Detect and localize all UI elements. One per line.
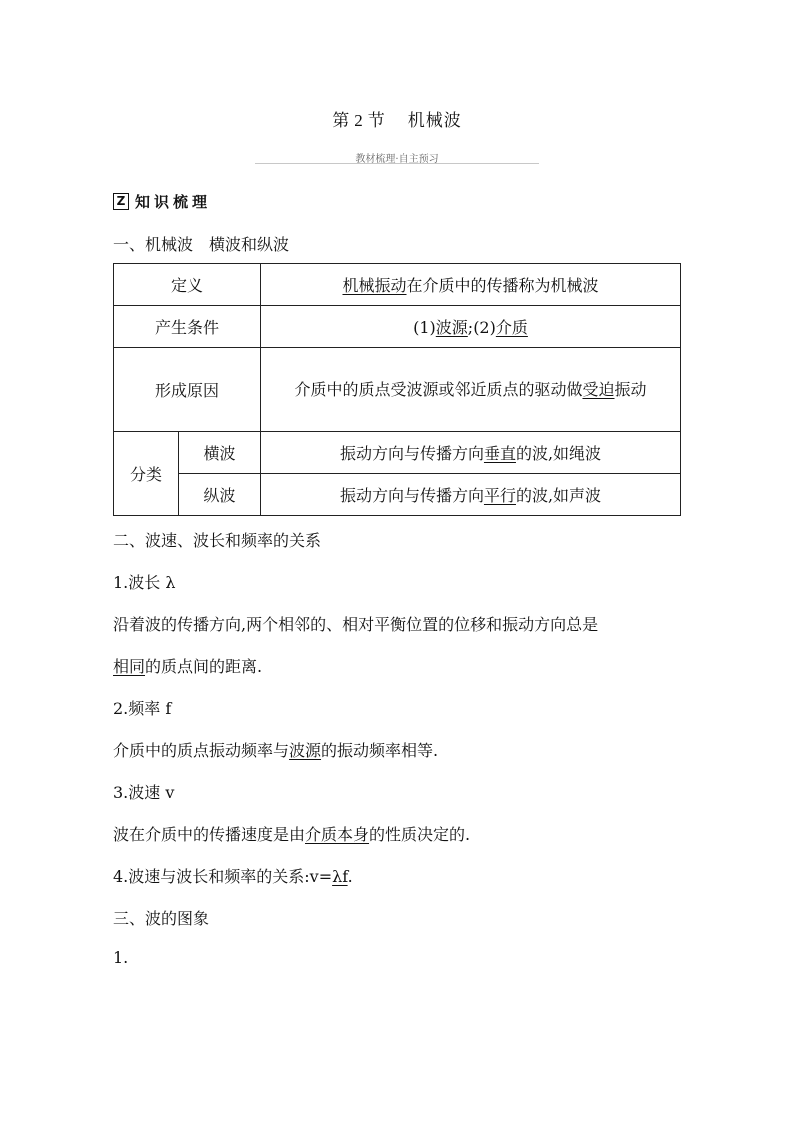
cause-cell: 介质中的质点受波源或邻近质点的驱动做受迫振动 bbox=[261, 348, 681, 432]
z-badge-icon: Z bbox=[113, 193, 129, 210]
definition-label: 定义 bbox=[114, 264, 261, 306]
wavelength-text: 沿着波的传播方向,两个相邻的、相对平衡位置的位移和振动方向总是 bbox=[113, 615, 599, 634]
speed-text: 波在介质中的传播速度是由介质本身的性质决定的. bbox=[113, 825, 471, 844]
wavelength-title: 1.波长 λ bbox=[113, 573, 176, 592]
page-title: 第 2 节 机械波 bbox=[332, 111, 462, 131]
frequency-text: 介质中的质点振动频率与波源的振动频率相等. bbox=[113, 741, 439, 760]
condition-label: 产生条件 bbox=[114, 306, 261, 348]
table-row bbox=[114, 306, 681, 348]
cause-label: 形成原因 bbox=[114, 348, 261, 432]
subtitle: 教材梳理·自主预习 bbox=[355, 154, 439, 165]
condition-cell: (1)波源;(2)介质 bbox=[261, 306, 681, 348]
longitudinal-cell: 振动方向与传播方向平行的波,如声波 bbox=[261, 474, 681, 516]
transverse-cell: 振动方向与传播方向垂直的波,如绳波 bbox=[261, 432, 681, 474]
table-row bbox=[114, 432, 681, 474]
transverse-label: 横波 bbox=[179, 432, 261, 474]
wavelength-text-cont: 相同的质点间的距离. bbox=[113, 657, 263, 676]
frequency-title: 2.频率 f bbox=[113, 699, 172, 718]
speed-title: 3.波速 v bbox=[113, 783, 175, 802]
longitudinal-label: 纵波 bbox=[179, 474, 261, 516]
part1-heading: 一、机械波 横波和纵波 bbox=[113, 235, 290, 254]
part3-item-1: 1. bbox=[113, 948, 129, 967]
part3-heading: 三、波的图象 bbox=[113, 909, 210, 928]
table-row bbox=[114, 348, 681, 432]
table-row bbox=[114, 264, 681, 306]
knowledge-label: 知识梳理 bbox=[135, 193, 212, 211]
class-label: 分类 bbox=[114, 432, 179, 516]
relation-text: 4.波速与波长和频率的关系:v=λf. bbox=[113, 867, 353, 886]
knowledge-heading bbox=[113, 191, 211, 212]
table-row bbox=[114, 474, 681, 516]
part2-heading: 二、波速、波长和频率的关系 bbox=[113, 531, 322, 550]
wave-table bbox=[113, 263, 681, 516]
subtitle-divider bbox=[255, 163, 539, 164]
definition-cell: 机械振动在介质中的传播称为机械波 bbox=[261, 264, 681, 306]
